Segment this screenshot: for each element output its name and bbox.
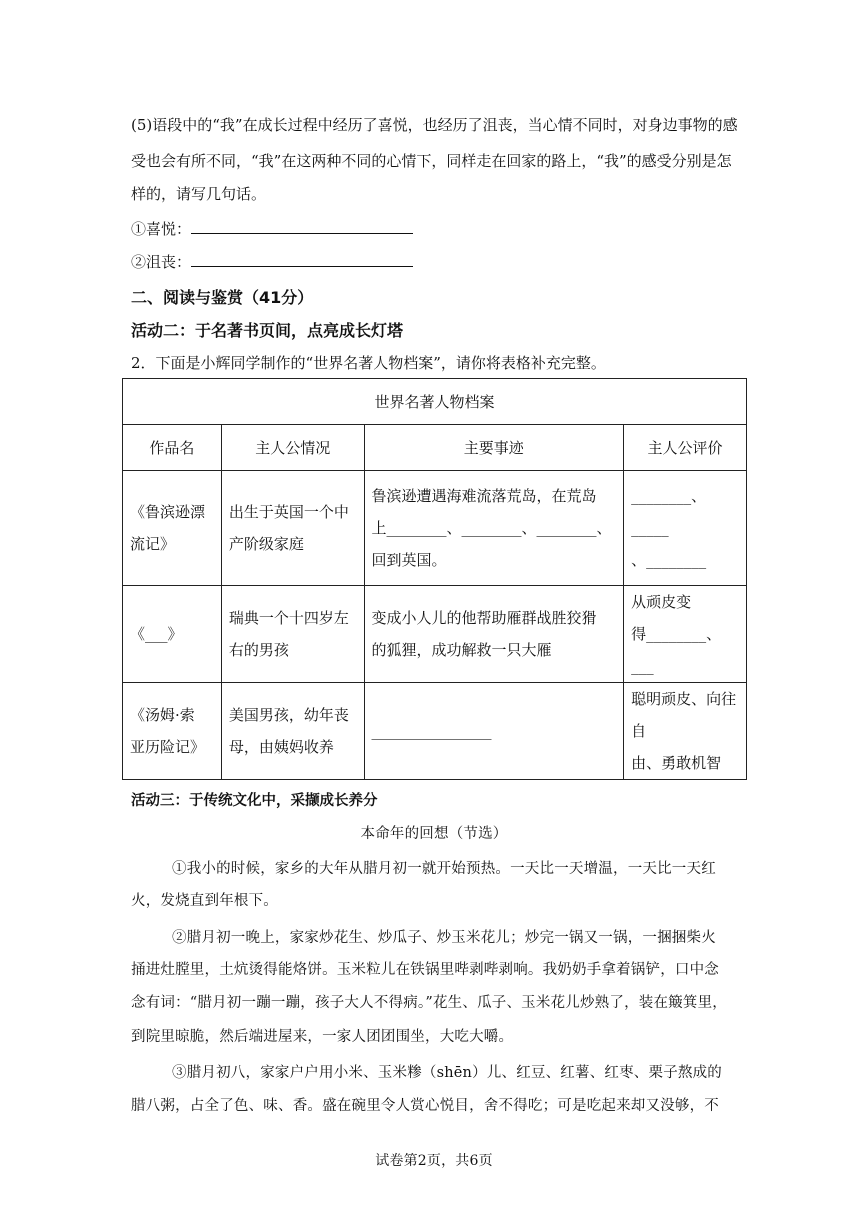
joy-answer-blank[interactable] <box>191 219 413 234</box>
row2-evaluation[interactable]: 从顽皮变 得________、___ <box>624 586 747 683</box>
sad-answer-row <box>131 251 413 272</box>
row3-info: 美国男孩，幼年丧 母，由姨妈收养 <box>221 683 364 780</box>
paragraph-3-line-2: 腊八粥，占全了色、味、香。盛在碗里令人赏心悦目，舍不得吃；可是吃起来却又没够，不 <box>131 1098 719 1114</box>
sad-answer-blank[interactable] <box>191 252 413 267</box>
row1-work: 《鲁滨逊漂 流记》 <box>123 471 222 586</box>
row2-info: 瑞典一个十四岁左 右的男孩 <box>221 586 364 683</box>
joy-label: ①喜悦： <box>131 220 192 238</box>
paragraph-3-line-1: ③腊月初八，家家户户用小米、玉米糁（shēn）儿、红豆、红薯、红枣、栗子熬成的 <box>172 1065 722 1081</box>
paragraph-2-line-3: 念有词：“腊月初一蹦一蹦，孩子大人不得病。”花生、瓜子、玉米花儿炒熟了，装在簸箕里， <box>131 995 727 1011</box>
row3-work: 《汤姆·索 亚历险记》 <box>123 683 222 780</box>
paragraph-2-line-4: 到院里晾脆，然后端进屋来，一家人团团围坐，大吃大嚼。 <box>131 1029 514 1045</box>
paragraph-2-line-1: ②腊月初一晚上，家家炒花生、炒瓜子、炒玉米花儿；炒完一锅又一锅，一捆捆柴火 <box>172 930 716 946</box>
header-evaluation: 主人公评价 <box>624 425 747 471</box>
row3-evaluation: 聪明顽皮、向往自 由、勇敢机智 <box>624 683 747 780</box>
table-caption: 世界名著人物档案 <box>123 379 747 425</box>
section-2-title: 二、阅读与鉴赏（41分） <box>131 288 314 307</box>
joy-answer-row <box>131 218 413 239</box>
table-row <box>123 683 747 780</box>
row1-deeds[interactable]: 鲁滨逊遭遇海难流落荒岛，在荒岛 上________、________、________、 回到英国。 <box>364 471 624 586</box>
row1-evaluation[interactable]: ________、_____ 、________ <box>624 471 747 586</box>
q5-line-1: (5)语段中的“我”在成长过程中经历了喜悦，也经历了沮丧，当心情不同时，对身边事物的感 <box>131 116 738 134</box>
paragraph-1-line-2: 火，发烧直到年根下。 <box>131 893 278 909</box>
activity-3-title: 活动三：于传统文化中，采撷成长养分 <box>131 793 378 809</box>
row2-work[interactable]: 《___》 <box>123 586 222 683</box>
header-work: 作品名 <box>123 425 222 471</box>
row2-deeds: 变成小人儿的他帮助雁群战胜狡猾 的狐狸，成功解救一只大雁 <box>364 586 624 683</box>
paragraph-1-line-1: ①我小的时候，家乡的大年从腊月初一就开始预热。一天比一天增温，一天比一天红 <box>172 861 716 877</box>
page-footer: 试卷第2页，共6页 <box>375 1153 493 1169</box>
activity-2-title: 活动二：于名著书页间，点亮成长灯塔 <box>131 321 404 340</box>
table-caption-row <box>123 379 747 425</box>
q5-line-2: 受也会有所不同，“我”在这两种不同的心情下，同样走在回家的路上，“我”的感受分别是怎 <box>131 152 732 170</box>
header-main-deeds: 主要事迹 <box>364 425 624 471</box>
question-2: 2．下面是小辉同学制作的“世界名著人物档案”，请你将表格补充完整。 <box>131 354 606 372</box>
table-header-row <box>123 425 747 471</box>
q5-line-3: 样的，请写几句话。 <box>131 185 267 203</box>
sad-label: ②沮丧： <box>131 253 192 271</box>
table-row <box>123 586 747 683</box>
table-row <box>123 471 747 586</box>
row3-deeds[interactable]: ________________ <box>364 683 624 780</box>
character-archive-table <box>122 378 747 780</box>
header-protagonist-info: 主人公情况 <box>221 425 364 471</box>
article-title: 本命年的回想（节选） <box>360 826 508 842</box>
row1-info: 出生于英国一个中 产阶级家庭 <box>221 471 364 586</box>
paragraph-2-line-2: 捅进灶膛里，土炕烫得能烙饼。玉米粒儿在铁锅里哔剥哔剥响。我奶奶手拿着锅铲，口中念 <box>131 962 719 978</box>
